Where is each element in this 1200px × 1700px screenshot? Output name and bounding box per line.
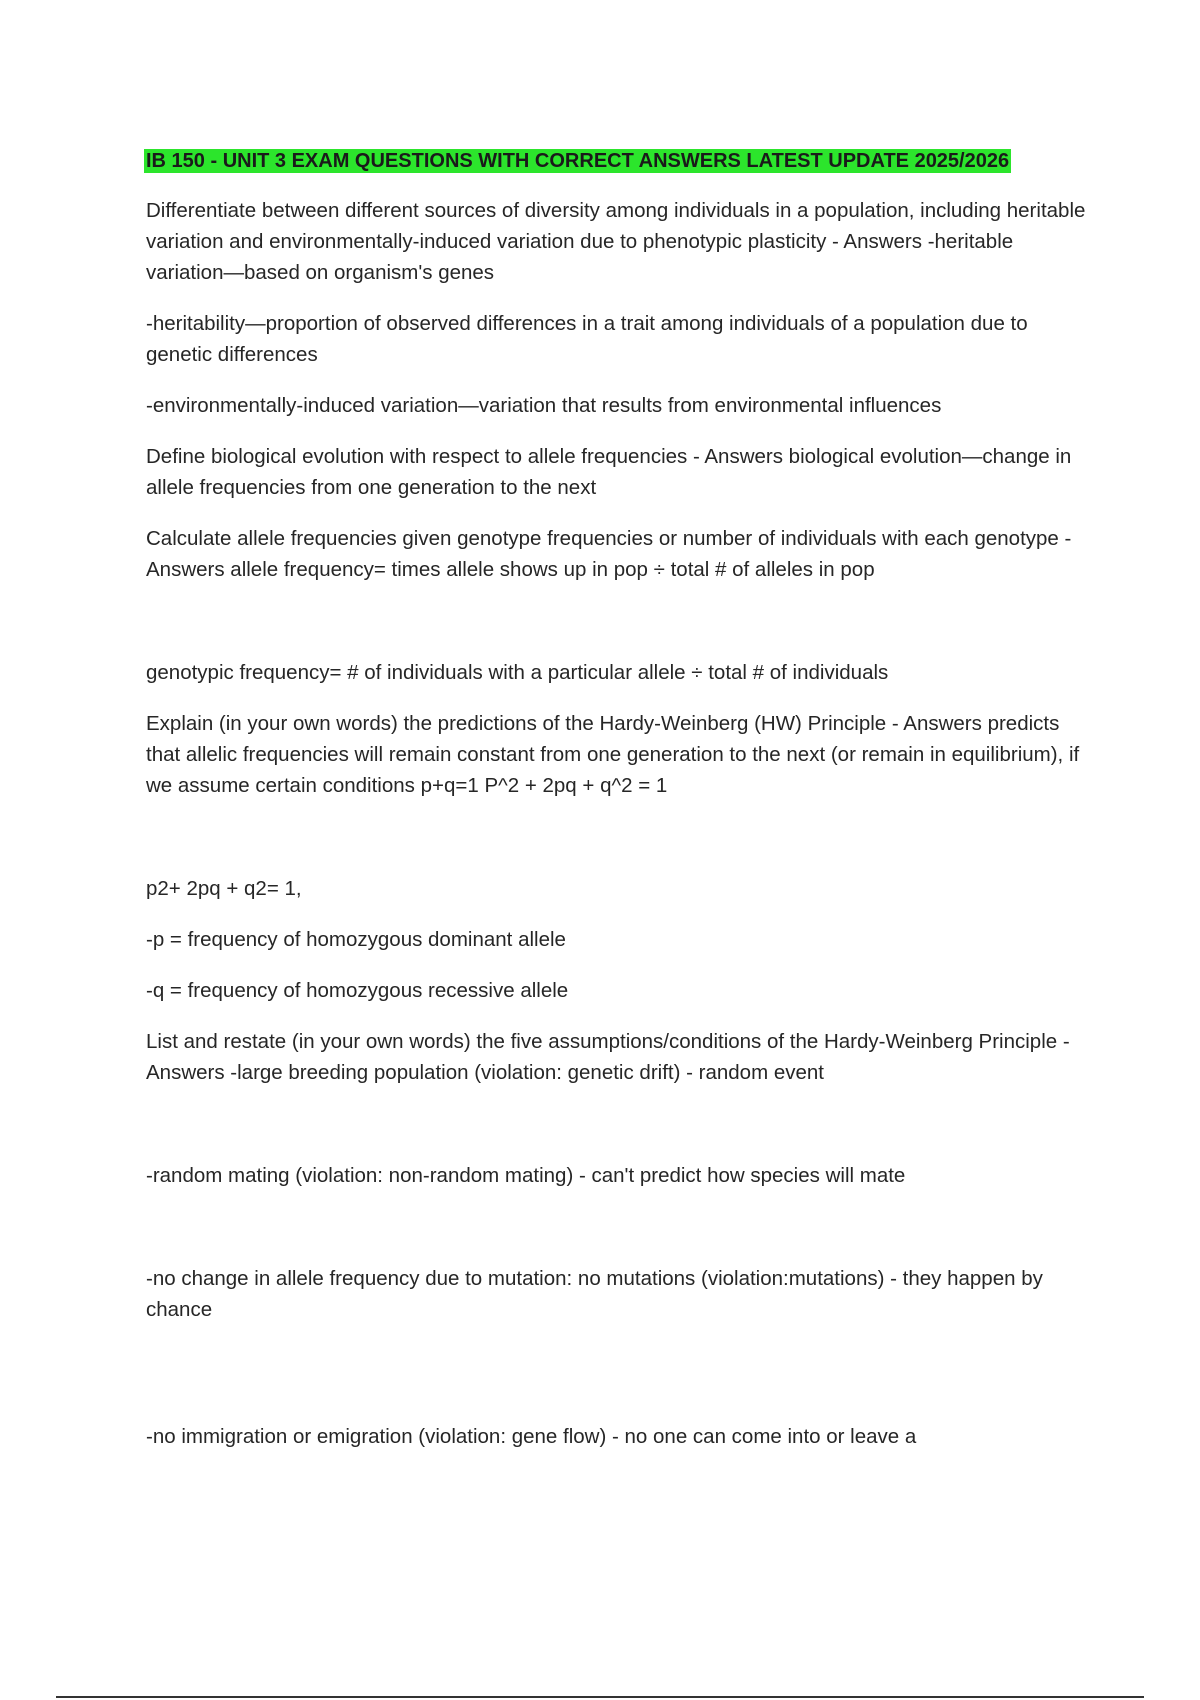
paragraph-heritability: -heritability—proportion of observed differences in a trait among individuals of a population due to genetic differences	[146, 312, 1028, 366]
paragraph-no-mutation: -no change in allele frequency due to mutation: no mutations (violation:mutations) - they happen by chance	[146, 1267, 1043, 1321]
paragraph-random-mating: -random mating (violation: non-random mating) - can't predict how species will mate	[146, 1164, 906, 1187]
paragraph-p-definition: -p = frequency of homozygous dominant allele	[146, 928, 566, 951]
paragraph-biological-evolution: Define biological evolution with respect to allele frequencies - Answers biological evolution—change in allele frequencies from one generation to the next	[146, 445, 1072, 499]
paragraph-no-migration: -no immigration or emigration (violation: gene flow) - no one can come into or leave a	[146, 1425, 917, 1448]
paragraph-diversity-question: Differentiate between different sources of diversity among individuals in a population, including heritable variation and environmentally-induced variation due to phenotypic plasticity - Answers -heritable variation—based on organism's genes	[146, 199, 1086, 284]
document-title: IB 150 - UNIT 3 EXAM QUESTIONS WITH CORRECT ANSWERS LATEST UPDATE 2025/2026	[146, 150, 1010, 172]
document-body	[146, 147, 1096, 1452]
footer-divider	[56, 1696, 1144, 1698]
paragraph-q-definition: -q = frequency of homozygous recessive allele	[146, 979, 569, 1002]
title-wrapper	[146, 147, 1096, 175]
paragraph-allele-frequency: Calculate allele frequencies given genotype frequencies or number of individuals with each genotype - Answers allele frequency= times allele shows up in pop ÷ total # of alleles in pop	[146, 527, 1072, 581]
paragraph-genotypic-frequency: genotypic frequency= # of individuals with a particular allele ÷ total # of individuals	[146, 661, 889, 684]
paragraph-environmental-variation: -environmentally-induced variation—variation that results from environmental influences	[146, 394, 942, 417]
paragraph-hw-equation: p2+ 2pq + q2= 1,	[146, 877, 302, 900]
paragraph-hw-assumptions: List and restate (in your own words) the five assumptions/conditions of the Hardy-Weinberg Principle - Answers -large breeding population (violation: genetic drift) - random event	[146, 1030, 1070, 1084]
paragraph-hardy-weinberg-predictions: Explain (in your own words) the predictions of the Hardy-Weinberg (HW) Principle - Answers predicts that allelic frequencies will remain constant from one generation to the next (or remain in equilibrium), if we assume certain conditions p+q=1 P^2 + 2pq + q^2 = 1	[146, 712, 1080, 797]
